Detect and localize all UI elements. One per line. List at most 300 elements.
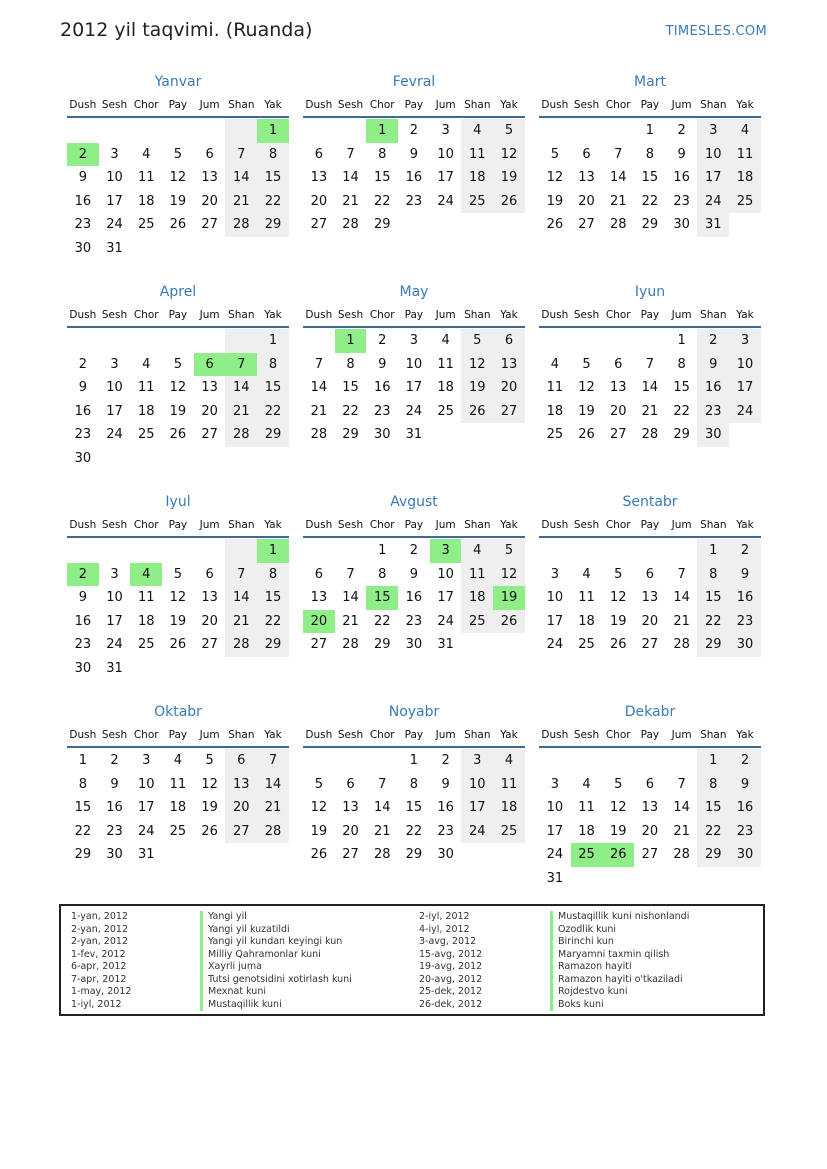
legend-date: 19-avg, 2012 — [419, 961, 483, 972]
weekday-header — [303, 97, 525, 114]
weekday-label: Sesh — [101, 99, 128, 111]
legend-holiday-name: Ramazon hayiti o'tkaziladi — [550, 974, 689, 987]
holiday-day-cell: 1 — [257, 539, 289, 563]
legend-date: 25-dek, 2012 — [419, 986, 483, 997]
day-cell: 5 — [493, 539, 525, 563]
weekday-label: Dush — [305, 729, 333, 741]
day-cell: 14 — [225, 586, 257, 610]
day-cell: 30 — [697, 423, 729, 447]
empty-cell — [602, 749, 634, 773]
empty-cell — [602, 539, 634, 563]
day-cell: 24 — [546, 847, 564, 863]
day-cell: 14 — [257, 773, 289, 797]
day-cell: 4 — [461, 539, 493, 563]
weekday-header — [67, 97, 289, 114]
day-cell: 18 — [137, 613, 155, 629]
day-cell: 28 — [673, 637, 690, 653]
day-cell: 1 — [677, 333, 686, 349]
day-cell: 5 — [493, 119, 525, 143]
day-cell: 12 — [201, 776, 218, 792]
legend-date: 1-yan, 2012 — [71, 911, 128, 922]
day-cell: 24 — [437, 193, 454, 209]
day-cell: 25 — [169, 823, 187, 839]
empty-cell — [335, 539, 367, 563]
day-cell: 31 — [106, 240, 123, 256]
day-cell: 12 — [169, 380, 187, 396]
legend-names-column-2 — [550, 911, 689, 1011]
weekday-label: Yak — [736, 309, 754, 321]
weekday-label: Jum — [435, 729, 456, 741]
day-cell: 10 — [137, 776, 155, 792]
legend-date: 26-dek, 2012 — [419, 998, 483, 1010]
day-cell: 8 — [677, 356, 686, 372]
empty-cell — [539, 749, 571, 773]
day-cell: 28 — [225, 213, 257, 237]
legend-date: 1-may, 2012 — [71, 986, 132, 997]
day-cell: 9 — [409, 566, 419, 582]
month-name: Fevral — [392, 74, 436, 90]
day-cell: 12 — [609, 590, 627, 606]
day-cell: 26 — [461, 400, 493, 424]
day-cell: 25 — [461, 190, 493, 214]
holiday-legend — [59, 904, 765, 1016]
day-cell: 28 — [225, 633, 257, 657]
empty-cell — [99, 119, 131, 143]
day-cell: 13 — [641, 800, 659, 816]
day-cell: 25 — [137, 427, 155, 443]
weekday-label: Shan — [228, 99, 255, 111]
weekday-label: Shan — [464, 99, 491, 111]
day-cell: 21 — [373, 823, 391, 839]
empty-cell — [130, 539, 162, 563]
day-cell: 19 — [310, 823, 328, 839]
day-cell: 1 — [378, 543, 387, 559]
day-cell: 9 — [78, 380, 87, 396]
header-rule — [539, 536, 761, 538]
empty-cell — [634, 329, 666, 353]
day-grid — [539, 329, 761, 447]
day-cell: 19 — [169, 193, 187, 209]
day-cell: 20 — [609, 403, 627, 419]
weekday-label: Pay — [640, 309, 660, 321]
day-cell: 17 — [546, 823, 564, 839]
day-cell: 7 — [378, 776, 387, 792]
legend-date: 1-fev, 2012 — [71, 948, 126, 960]
empty-cell — [539, 119, 571, 143]
day-cell: 22 — [673, 403, 690, 419]
day-cell: 6 — [205, 566, 214, 582]
day-cell: 9 — [378, 356, 387, 372]
day-cell: 23 — [74, 427, 92, 443]
day-cell: 18 — [729, 166, 761, 190]
day-cell: 11 — [137, 170, 155, 186]
header-rule — [67, 116, 289, 118]
legend-date: 4-iyl, 2012 — [419, 923, 470, 935]
day-cell: 12 — [493, 143, 525, 167]
weekday-label: Jum — [671, 729, 692, 741]
day-cell: 28 — [342, 637, 359, 653]
weekday-label: Dush — [69, 519, 97, 531]
empty-cell — [99, 329, 131, 353]
day-cell: 4 — [493, 749, 525, 773]
weekday-label: Pay — [404, 729, 424, 741]
day-grid — [67, 539, 289, 680]
day-cell: 25 — [546, 427, 564, 443]
day-cell: 3 — [697, 119, 729, 143]
day-cell: 29 — [257, 633, 289, 657]
day-cell: 24 — [405, 403, 423, 419]
empty-cell — [303, 749, 335, 773]
day-cell: 14 — [609, 170, 627, 186]
legend-holiday-name: Xayrli juma — [200, 961, 352, 974]
empty-cell — [335, 119, 367, 143]
day-cell: 17 — [405, 380, 423, 396]
day-cell: 8 — [78, 776, 87, 792]
day-cell: 13 — [310, 170, 328, 186]
day-cell: 10 — [405, 356, 423, 372]
day-cell: 16 — [106, 800, 123, 816]
weekday-header — [303, 517, 525, 534]
day-cell: 29 — [673, 427, 690, 443]
day-cell: 15 — [673, 380, 690, 396]
day-cell: 5 — [550, 146, 559, 162]
legend-date: 15-avg, 2012 — [419, 948, 483, 960]
day-cell: 28 — [641, 427, 659, 443]
day-cell: 21 — [310, 403, 328, 419]
legend-date: 20-avg, 2012 — [419, 973, 483, 985]
weekday-label: Dush — [541, 309, 569, 321]
weekday-label: Yak — [500, 729, 518, 741]
weekday-label: Yak — [500, 309, 518, 321]
month-name: Oktabr — [154, 704, 202, 720]
weekday-label: Sesh — [337, 99, 364, 111]
weekday-label: Yak — [264, 729, 282, 741]
holiday-day-cell: 2 — [67, 563, 99, 587]
day-cell: 26 — [493, 610, 525, 634]
day-cell: 18 — [169, 800, 187, 816]
weekday-label: Dush — [541, 99, 569, 111]
day-cell: 23 — [74, 217, 92, 233]
day-cell: 5 — [173, 566, 183, 582]
brand-link[interactable]: TIMESLES.COM — [665, 24, 767, 39]
day-cell: 13 — [342, 800, 359, 816]
day-cell: 6 — [225, 749, 257, 773]
month-name: Noyabr — [388, 704, 440, 720]
day-cell: 9 — [78, 590, 87, 606]
day-cell: 19 — [461, 376, 493, 400]
legend-date: 6-apr, 2012 — [71, 961, 127, 972]
day-cell: 5 — [614, 566, 623, 582]
weekday-label: Jum — [671, 519, 692, 531]
legend-date: 2-yan, 2012 — [71, 936, 128, 947]
day-cell: 14 — [310, 380, 328, 396]
day-cell: 3 — [110, 356, 119, 372]
month-block — [539, 72, 761, 237]
day-cell: 31 — [137, 847, 155, 863]
day-cell: 16 — [74, 193, 92, 209]
holiday-day-cell: 1 — [366, 119, 398, 143]
day-cell: 24 — [137, 823, 155, 839]
day-cell: 22 — [373, 193, 391, 209]
day-cell: 19 — [201, 800, 218, 816]
empty-cell — [225, 539, 257, 563]
day-cell: 22 — [342, 403, 359, 419]
day-cell: 26 — [169, 637, 187, 653]
day-cell: 27 — [201, 637, 218, 653]
month-block — [303, 282, 525, 447]
day-cell: 15 — [257, 166, 289, 190]
day-cell: 19 — [609, 823, 627, 839]
weekday-label: Pay — [640, 519, 660, 531]
weekday-label: Sesh — [337, 519, 364, 531]
day-cell: 3 — [461, 749, 493, 773]
legend-holiday-name: Ozodlik kuni — [550, 924, 689, 937]
day-cell: 17 — [697, 166, 729, 190]
legend-holiday-name: Yangi yil — [200, 911, 352, 924]
empty-cell — [571, 539, 603, 563]
day-cell: 25 — [578, 637, 595, 653]
legend-date: 7-apr, 2012 — [71, 973, 127, 985]
weekday-label: Shan — [228, 519, 255, 531]
day-cell: 1 — [409, 753, 419, 769]
day-cell: 27 — [609, 427, 627, 443]
day-cell: 24 — [729, 400, 761, 424]
day-cell: 24 — [106, 637, 123, 653]
month-name: Yanvar — [154, 74, 202, 90]
day-cell: 4 — [582, 776, 591, 792]
day-cell: 22 — [257, 400, 289, 424]
day-cell: 15 — [697, 796, 729, 820]
day-cell: 2 — [409, 123, 419, 139]
weekday-label: Chor — [369, 99, 395, 111]
day-cell: 3 — [550, 776, 559, 792]
day-cell: 15 — [342, 380, 359, 396]
day-cell: 14 — [373, 800, 391, 816]
day-cell: 20 — [310, 193, 328, 209]
month-block — [303, 72, 525, 237]
month-block — [67, 72, 289, 260]
header-rule — [539, 746, 761, 748]
day-cell: 22 — [641, 193, 659, 209]
empty-cell — [130, 329, 162, 353]
day-cell: 4 — [142, 146, 151, 162]
day-cell: 22 — [697, 820, 729, 844]
day-cell: 13 — [201, 380, 218, 396]
day-cell: 13 — [609, 380, 627, 396]
weekday-label: Chor — [133, 309, 159, 321]
day-cell: 3 — [409, 333, 419, 349]
weekday-label: Yak — [500, 519, 518, 531]
day-cell: 15 — [373, 170, 391, 186]
weekday-label: Sesh — [573, 519, 600, 531]
day-cell: 14 — [342, 590, 359, 606]
day-cell: 3 — [110, 566, 119, 582]
day-cell: 16 — [673, 170, 690, 186]
day-cell: 30 — [74, 660, 92, 676]
weekday-label: Shan — [700, 309, 727, 321]
day-cell: 18 — [546, 403, 564, 419]
day-cell: 6 — [614, 356, 623, 372]
day-cell: 12 — [169, 170, 187, 186]
day-cell: 30 — [729, 633, 761, 657]
empty-cell — [571, 329, 603, 353]
day-cell: 31 — [546, 870, 564, 886]
month-name: Iyul — [165, 494, 191, 510]
day-cell: 23 — [106, 823, 123, 839]
day-cell: 8 — [409, 776, 419, 792]
day-cell: 19 — [578, 403, 595, 419]
day-cell: 11 — [493, 773, 525, 797]
empty-cell — [67, 539, 99, 563]
day-cell: 14 — [641, 380, 659, 396]
empty-cell — [225, 119, 257, 143]
weekday-label: Shan — [700, 519, 727, 531]
weekday-label: Shan — [700, 99, 727, 111]
legend-holiday-name: Yangi yil kuzatildi — [200, 924, 352, 937]
day-cell: 26 — [310, 847, 328, 863]
day-cell: 9 — [110, 776, 119, 792]
day-cell: 20 — [201, 613, 218, 629]
day-cell: 30 — [729, 843, 761, 867]
day-cell: 24 — [106, 217, 123, 233]
day-cell: 15 — [405, 800, 423, 816]
day-cell: 29 — [257, 213, 289, 237]
day-grid — [67, 119, 289, 260]
weekday-label: Sesh — [101, 519, 128, 531]
holiday-day-cell: 2 — [67, 143, 99, 167]
day-cell: 16 — [729, 796, 761, 820]
empty-cell — [366, 749, 398, 773]
day-cell: 18 — [578, 823, 595, 839]
day-cell: 10 — [546, 590, 564, 606]
day-cell: 1 — [78, 753, 87, 769]
day-cell: 20 — [493, 376, 525, 400]
weekday-header — [539, 97, 761, 114]
day-cell: 23 — [697, 400, 729, 424]
weekday-label: Sesh — [337, 309, 364, 321]
empty-cell — [99, 539, 131, 563]
day-cell: 21 — [673, 613, 690, 629]
day-cell: 28 — [342, 217, 359, 233]
day-cell: 16 — [729, 586, 761, 610]
weekday-header — [67, 727, 289, 744]
day-cell: 10 — [437, 566, 454, 582]
day-cell: 10 — [106, 380, 123, 396]
empty-cell — [571, 749, 603, 773]
holiday-day-cell: 6 — [194, 353, 226, 377]
header-rule — [67, 536, 289, 538]
day-cell: 7 — [225, 143, 257, 167]
empty-cell — [634, 539, 666, 563]
legend-holiday-name: Mustaqillik kuni — [200, 999, 352, 1012]
day-cell: 29 — [373, 217, 391, 233]
empty-cell — [303, 539, 335, 563]
weekday-header — [539, 727, 761, 744]
month-block — [303, 702, 525, 867]
month-block — [539, 282, 761, 447]
day-cell: 30 — [106, 847, 123, 863]
day-grid — [539, 539, 761, 657]
empty-cell — [194, 539, 226, 563]
day-cell: 11 — [137, 590, 155, 606]
day-cell: 3 — [729, 329, 761, 353]
day-grid — [67, 749, 289, 867]
month-block — [303, 492, 525, 657]
weekday-label: Shan — [700, 729, 727, 741]
day-cell: 7 — [346, 146, 355, 162]
day-cell: 11 — [578, 800, 595, 816]
page-title: 2012 yil taqvimi. (Ruanda) — [60, 19, 313, 41]
empty-cell — [67, 119, 99, 143]
day-cell: 16 — [697, 376, 729, 400]
day-cell: 8 — [257, 563, 289, 587]
day-cell: 14 — [225, 376, 257, 400]
holiday-day-cell: 4 — [130, 563, 162, 587]
month-block — [539, 702, 761, 890]
day-cell: 28 — [373, 847, 391, 863]
day-cell: 13 — [493, 353, 525, 377]
day-cell: 9 — [78, 170, 87, 186]
day-cell: 11 — [461, 563, 493, 587]
day-cell: 18 — [493, 796, 525, 820]
weekday-label: Pay — [640, 729, 660, 741]
day-cell: 21 — [342, 613, 359, 629]
empty-cell — [162, 119, 194, 143]
day-cell: 4 — [441, 333, 450, 349]
month-name: Iyun — [634, 284, 666, 300]
day-cell: 7 — [314, 356, 323, 372]
day-cell: 8 — [257, 353, 289, 377]
day-cell: 17 — [106, 403, 123, 419]
day-cell: 27 — [342, 847, 359, 863]
day-cell: 23 — [437, 823, 454, 839]
day-cell: 11 — [169, 776, 187, 792]
day-cell: 17 — [546, 613, 564, 629]
legend-holiday-name: Ramazon hayiti — [550, 961, 689, 974]
weekday-label: Dush — [305, 519, 333, 531]
day-cell: 10 — [729, 353, 761, 377]
day-grid — [303, 119, 525, 237]
weekday-label: Pay — [168, 99, 188, 111]
day-cell: 12 — [493, 563, 525, 587]
day-cell: 25 — [461, 610, 493, 634]
day-cell: 6 — [314, 146, 323, 162]
legend-holiday-name: Maryamni taxmin qilish — [550, 949, 689, 962]
day-cell: 31 — [106, 660, 123, 676]
day-cell: 7 — [257, 749, 289, 773]
day-cell: 18 — [437, 380, 454, 396]
day-cell: 15 — [257, 586, 289, 610]
weekday-label: Yak — [264, 99, 282, 111]
day-cell: 11 — [137, 380, 155, 396]
day-cell: 29 — [257, 423, 289, 447]
day-cell: 30 — [405, 637, 423, 653]
day-cell: 27 — [310, 637, 328, 653]
legend-date: 1-iyl, 2012 — [71, 998, 122, 1010]
day-cell: 20 — [201, 193, 218, 209]
empty-cell — [194, 329, 226, 353]
weekday-label: Sesh — [101, 729, 128, 741]
day-cell: 11 — [729, 143, 761, 167]
day-cell: 26 — [169, 217, 187, 233]
weekday-label: Jum — [435, 309, 456, 321]
day-cell: 21 — [225, 610, 257, 634]
holiday-day-cell: 15 — [366, 586, 398, 610]
day-cell: 9 — [729, 773, 761, 797]
empty-cell — [666, 539, 698, 563]
day-cell: 23 — [405, 193, 423, 209]
weekday-label: Yak — [736, 519, 754, 531]
